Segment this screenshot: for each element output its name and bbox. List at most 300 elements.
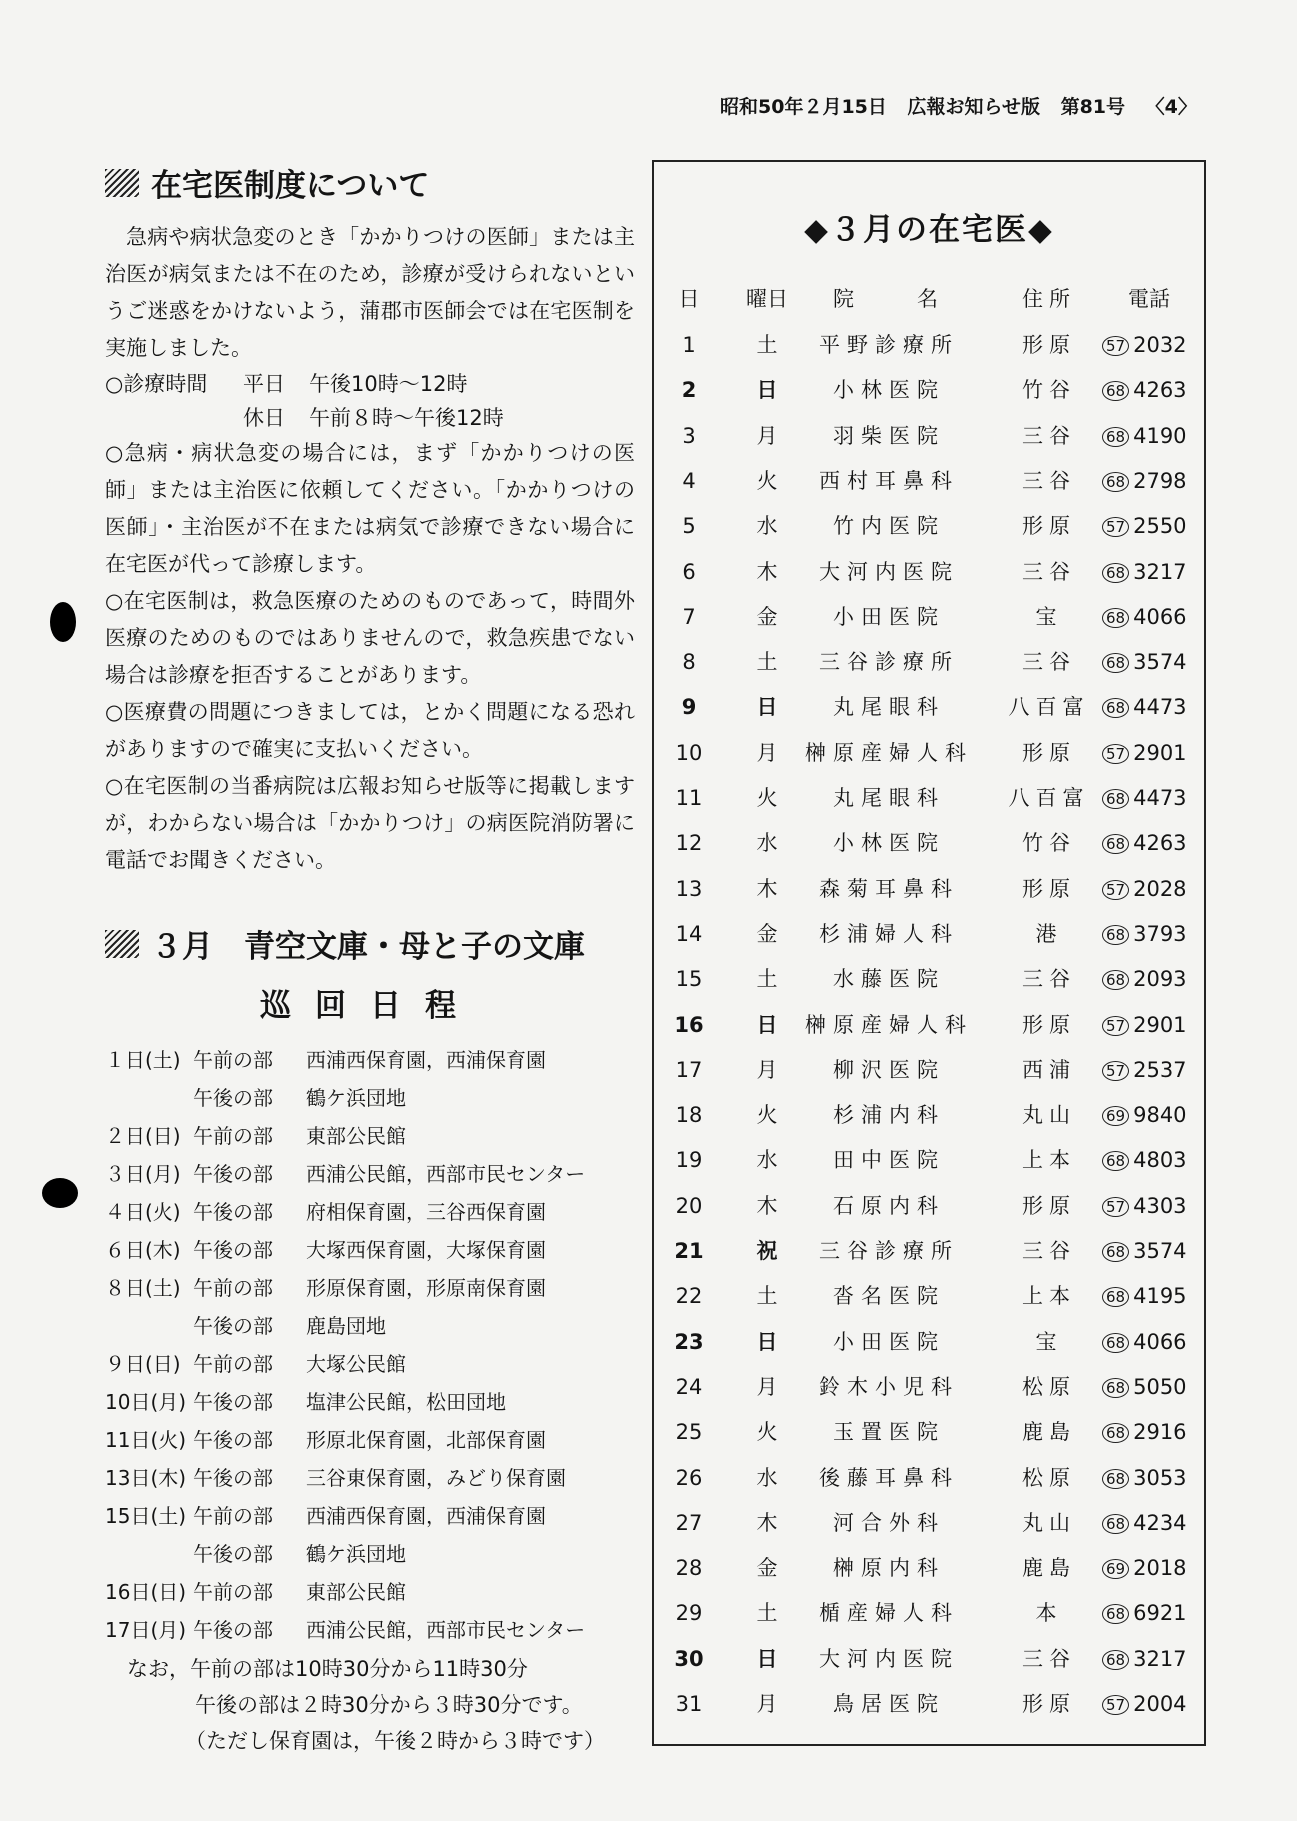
phone-number: 2916 (1133, 1420, 1187, 1445)
table-row (654, 595, 1204, 640)
phone-cell (1102, 1003, 1202, 1048)
schedule-row (105, 1611, 635, 1649)
clinic-name-cell: 小田医院 (833, 1329, 945, 1354)
address-cell: 形原 (1022, 1692, 1076, 1716)
hours-time: 午前８時〜午後12時 (309, 406, 504, 430)
weekday-cell: 水 (756, 1465, 778, 1490)
table-row (654, 912, 1204, 957)
area-code: 57 (1102, 1695, 1129, 1715)
phone-cell (1102, 1048, 1202, 1093)
phone-number: 2901 (1133, 1012, 1187, 1037)
phone-number: 2018 (1133, 1556, 1187, 1581)
schedule-part: 午後の部 (193, 1238, 273, 1262)
address-cell: 形原 (1022, 740, 1076, 765)
table-row (654, 1003, 1204, 1048)
area-code: 68 (1102, 925, 1129, 945)
phone-cell (1102, 731, 1202, 776)
weekday-cell: 水 (756, 514, 778, 539)
area-code: 68 (1102, 653, 1129, 673)
note-line: （ただし保育園は，午後２時から３時です） (185, 1729, 605, 1753)
phone-number: 5050 (1133, 1374, 1187, 1399)
section1-intro: 急病や病状急変のとき「かかりつけの医師」または主治医が病気または不在のため，診療が受けられないというご迷惑をかけないよう，蒲郡市医師会では在宅医制を実施しました。 (105, 225, 635, 360)
on-call-title: ◆３月の在宅医◆ (804, 212, 1054, 248)
day-cell: 12 (675, 831, 703, 856)
clinic-name-cell: 鳥居医院 (833, 1692, 945, 1716)
section1-heading (105, 160, 635, 205)
day-cell: 23 (674, 1329, 704, 1354)
phone-cell (1102, 1410, 1202, 1455)
weekday-cell: 月 (756, 740, 778, 765)
weekday-cell: 土 (756, 650, 778, 675)
weekday-cell: 月 (756, 1374, 778, 1399)
schedule-date: 17日(月) (105, 1618, 187, 1642)
address-cell: 竹谷 (1022, 378, 1076, 403)
day-cell: 5 (682, 514, 696, 539)
table-row (654, 550, 1204, 595)
schedule-date: ８日(土) (105, 1276, 181, 1300)
schedule-date (105, 1079, 193, 1117)
clinic-name-cell: 西村耳鼻科 (819, 468, 959, 493)
clinic-name-cell: 榊原産婦人科 (805, 1012, 973, 1037)
address-cell: 丸山 (1022, 1510, 1076, 1535)
weekday-cell: 火 (756, 786, 778, 810)
day-cell: 2 (681, 378, 697, 403)
schedule-location: 鶴ケ浜団地 (306, 1542, 406, 1566)
day-cell: 27 (675, 1510, 703, 1535)
area-code: 68 (1102, 698, 1129, 718)
phone-cell (1102, 957, 1202, 1002)
area-code: 68 (1102, 381, 1129, 401)
hatch-bullet-icon (105, 169, 139, 197)
weekday-cell: 日 (756, 1012, 778, 1037)
phone-cell (1102, 867, 1202, 912)
address-cell: 三谷 (1022, 967, 1076, 992)
schedule-location: 府相保育園，三谷西保育園 (306, 1200, 546, 1224)
section2-heading (105, 921, 635, 966)
area-code: 69 (1102, 1106, 1129, 1126)
address-cell: 鹿島 (1022, 1420, 1076, 1445)
day-cell: 7 (682, 604, 696, 629)
address-cell: 形原 (1022, 876, 1076, 901)
weekday-cell: 月 (756, 1692, 778, 1716)
area-code: 57 (1102, 1016, 1129, 1036)
day-cell: 21 (674, 1239, 704, 1263)
phone-cell (1102, 1093, 1202, 1138)
phone-number: 2004 (1133, 1692, 1187, 1716)
phone-cell (1102, 685, 1202, 730)
hours-type: 平日 (243, 372, 285, 396)
ink-blot (42, 1178, 78, 1208)
phone-cell (1102, 1138, 1202, 1183)
schedule-row (105, 1041, 635, 1079)
address-cell: 三谷 (1022, 650, 1076, 675)
table-row (654, 1546, 1204, 1591)
area-code: 57 (1102, 744, 1129, 764)
area-code: 68 (1102, 1423, 1129, 1443)
phone-cell (1102, 368, 1202, 413)
phone-number: 3217 (1133, 1646, 1187, 1671)
hours-time: 午後10時〜12時 (309, 372, 468, 396)
phone-number: 4803 (1133, 1148, 1187, 1173)
address-cell: 上本 (1022, 1284, 1076, 1309)
schedule-row (105, 1383, 635, 1421)
day-cell: 6 (682, 559, 696, 584)
schedule-row (105, 1231, 635, 1269)
schedule-date: 11日(火) (105, 1428, 187, 1452)
phone-number: 2028 (1133, 876, 1187, 901)
clinic-name-cell: 森菊耳鼻科 (819, 876, 959, 901)
column-header: 日 (678, 287, 700, 311)
weekday-cell: 水 (756, 831, 778, 856)
weekday-cell: 日 (756, 695, 778, 720)
schedule-date (105, 1307, 193, 1345)
phone-cell (1102, 504, 1202, 549)
area-code: 68 (1102, 608, 1129, 628)
weekday-cell: 金 (756, 921, 778, 946)
phone-number: 4234 (1133, 1510, 1187, 1535)
phone-number: 4195 (1133, 1284, 1187, 1309)
area-code: 68 (1102, 427, 1129, 447)
phone-cell (1102, 776, 1202, 821)
clinic-name-cell: 杉浦婦人科 (819, 921, 959, 946)
area-code: 57 (1102, 880, 1129, 900)
schedule-location: 鹿島団地 (306, 1314, 386, 1338)
phone-number: 6921 (1133, 1601, 1187, 1626)
table-row (654, 1456, 1204, 1501)
issue-date: 昭和50年２月15日 (720, 96, 887, 118)
table-row (654, 1682, 1204, 1727)
area-code: 68 (1102, 1514, 1129, 1534)
table-row (654, 640, 1204, 685)
issue-number: 第81号 (1060, 96, 1126, 118)
day-cell: 25 (675, 1420, 703, 1445)
phone-number: 2032 (1133, 333, 1187, 357)
weekday-cell: 火 (756, 1103, 778, 1128)
schedule-row (105, 1193, 635, 1231)
day-cell: 1 (682, 333, 696, 357)
schedule-date (105, 1535, 193, 1573)
table-row (654, 1138, 1204, 1183)
phone-cell (1102, 1229, 1202, 1274)
section2 (105, 921, 635, 1759)
schedule-row (105, 1573, 635, 1611)
schedule-row (105, 1307, 635, 1345)
clinic-name-cell: 羽柴医院 (833, 423, 945, 448)
weekday-cell: 土 (756, 967, 778, 992)
address-cell: 港 (1035, 921, 1063, 946)
schedule-location: 西浦西保育園，西浦保育園 (306, 1504, 546, 1528)
phone-number: 4190 (1133, 423, 1187, 448)
section1-item: ○急病・病状急変の場合には，まず「かかりつけの医師」または主治医に依頼してください。「かかりつけの医師」・主治医が不在または病気で診療できない場合に在宅医が代って診療します。 (105, 441, 635, 576)
area-code: 57 (1102, 1197, 1129, 1217)
schedule-row (105, 1269, 635, 1307)
address-cell: 松原 (1022, 1374, 1076, 1399)
table-header (654, 283, 1204, 323)
hatch-bullet-icon (105, 930, 139, 958)
schedule-row (105, 1421, 635, 1459)
schedule-location: 大塚公民館 (306, 1352, 406, 1376)
address-cell: 八百富 (1008, 786, 1090, 810)
schedule-location: 形原保育園，形原南保育園 (306, 1276, 546, 1300)
left-column (105, 160, 635, 1759)
schedule-row (105, 1535, 635, 1573)
clinic-name-cell: 平野診療所 (819, 333, 959, 357)
area-code: 68 (1102, 789, 1129, 809)
schedule-date: 16日(日) (105, 1580, 187, 1604)
clinic-name-cell: 三谷診療所 (819, 650, 959, 675)
phone-cell (1102, 595, 1202, 640)
weekday-cell: 金 (756, 1556, 778, 1581)
schedule-location: 東部公民館 (306, 1580, 406, 1604)
schedule-date: ４日(火) (105, 1200, 181, 1224)
schedule-part: 午前の部 (193, 1580, 273, 1604)
day-cell: 11 (675, 786, 703, 810)
clinic-name-cell: 柳沢医院 (833, 1057, 945, 1082)
address-cell: 三谷 (1022, 1239, 1076, 1263)
schedule-part: 午後の部 (193, 1314, 273, 1338)
phone-cell (1102, 1637, 1202, 1682)
table-row (654, 957, 1204, 1002)
weekday-cell: 木 (756, 559, 778, 584)
clinic-name-cell: 三谷診療所 (819, 1239, 959, 1263)
day-cell: 28 (675, 1556, 703, 1581)
schedule-row (105, 1345, 635, 1383)
weekday-cell: 土 (756, 333, 778, 357)
address-cell: 竹谷 (1022, 831, 1076, 856)
schedule-part: 午前の部 (193, 1048, 273, 1072)
phone-cell (1102, 912, 1202, 957)
table-row (654, 323, 1204, 368)
phone-cell (1102, 1365, 1202, 1410)
day-cell: 20 (675, 1193, 703, 1218)
area-code: 69 (1102, 1559, 1129, 1579)
schedule-part: 午前の部 (193, 1504, 273, 1528)
address-cell: 八百富 (1008, 695, 1090, 720)
phone-cell (1102, 1591, 1202, 1636)
phone-cell (1102, 1682, 1202, 1727)
tour-schedule (105, 1041, 635, 1649)
day-cell: 29 (675, 1601, 703, 1626)
address-cell: 上本 (1022, 1148, 1076, 1173)
schedule-location: 形原北保育園，北部保育園 (306, 1428, 546, 1452)
weekday-cell: 火 (756, 1420, 778, 1445)
schedule-date: ９日(日) (105, 1352, 181, 1376)
schedule-part: 午後の部 (193, 1086, 273, 1110)
phone-number: 4303 (1133, 1193, 1187, 1218)
table-row (654, 821, 1204, 866)
day-cell: 16 (674, 1012, 704, 1037)
schedule-part: 午後の部 (193, 1200, 273, 1224)
column-header: 曜日 (746, 287, 788, 311)
section1-item: ○医療費の問題につきましては，とかく問題になる恐れがありますので確実に支払いください。 (105, 700, 635, 761)
table-row (654, 504, 1204, 549)
consultation-hours (105, 367, 635, 435)
address-cell: 西浦 (1022, 1057, 1076, 1082)
phone-cell (1102, 459, 1202, 504)
table-row (654, 1591, 1204, 1636)
schedule-part: 午後の部 (193, 1618, 273, 1642)
schedule-date: １日(土) (105, 1048, 181, 1072)
clinic-name-cell: 杉浦内科 (833, 1103, 945, 1128)
weekday-cell: 金 (756, 604, 778, 629)
schedule-date: ２日(日) (105, 1124, 181, 1148)
clinic-name-cell: 鈴木小児科 (819, 1374, 959, 1399)
column-header: 住所 (1022, 287, 1076, 311)
area-code: 57 (1102, 336, 1129, 356)
schedule-date: 13日(木) (105, 1466, 187, 1490)
clinic-name-cell: 水藤医院 (833, 967, 945, 992)
table-row (654, 414, 1204, 459)
table-row (654, 731, 1204, 776)
area-code: 68 (1102, 834, 1129, 854)
table-row (654, 776, 1204, 821)
area-code: 68 (1102, 1650, 1129, 1670)
area-code: 68 (1102, 1378, 1129, 1398)
hours-row (105, 367, 635, 401)
schedule-location: 大塚西保育園，大塚保育園 (306, 1238, 546, 1262)
address-cell: 本 (1035, 1601, 1063, 1626)
address-cell: 宝 (1035, 604, 1063, 629)
clinic-name-cell: 石原内科 (833, 1193, 945, 1218)
note-line: 午後の部は２時30分から３時30分です。 (195, 1693, 583, 1717)
day-cell: 22 (675, 1284, 703, 1309)
phone-number: 4066 (1133, 1329, 1187, 1354)
clinic-name-cell: 小田医院 (833, 604, 945, 629)
hours-row (105, 401, 635, 435)
phone-cell (1102, 1320, 1202, 1365)
page-number: 〈4〉 (1145, 96, 1197, 118)
schedule-part: 午後の部 (193, 1542, 273, 1566)
phone-cell (1102, 1184, 1202, 1229)
clinic-name-cell: 田中医院 (833, 1148, 945, 1173)
schedule-part: 午後の部 (193, 1466, 273, 1490)
schedule-date: ６日(木) (105, 1238, 181, 1262)
phone-number: 2550 (1133, 514, 1187, 539)
phone-number: 2093 (1133, 967, 1187, 992)
phone-cell (1102, 323, 1202, 368)
weekday-cell: 日 (756, 1646, 778, 1671)
table-row (654, 1637, 1204, 1682)
schedule-location: 鶴ケ浜団地 (306, 1086, 406, 1110)
table-row (654, 1410, 1204, 1455)
phone-cell (1102, 414, 1202, 459)
phone-number: 4066 (1133, 604, 1187, 629)
clinic-name-cell: 大河内医院 (819, 559, 959, 584)
table-row (654, 685, 1204, 730)
address-cell: 三谷 (1022, 559, 1076, 584)
phone-number: 2537 (1133, 1057, 1187, 1082)
phone-number: 3574 (1133, 650, 1187, 675)
address-cell: 三谷 (1022, 1646, 1076, 1671)
weekday-cell: 月 (756, 423, 778, 448)
weekday-cell: 日 (756, 1329, 778, 1354)
note-line: なお，午前の部は10時30分から11時30分 (127, 1657, 528, 1681)
phone-cell (1102, 1456, 1202, 1501)
weekday-cell: 祝 (756, 1239, 778, 1263)
table-row (654, 1093, 1204, 1138)
clinic-name-cell: 大河内医院 (819, 1646, 959, 1671)
section1-item: ○在宅医制は，救急医療のためのものであって，時間外医療のためのものではありませんので，救急疾患でない場合は診療を拒否することがあります。 (105, 589, 635, 687)
area-code: 57 (1102, 1061, 1129, 1081)
schedule-part: 午後の部 (193, 1162, 273, 1186)
weekday-cell: 土 (756, 1601, 778, 1626)
clinic-name-cell: 小林医院 (833, 831, 945, 856)
weekday-cell: 木 (756, 876, 778, 901)
area-code: 68 (1102, 472, 1129, 492)
schedule-location: 西浦公民館，西部市民センター (306, 1618, 586, 1642)
schedule-location: 東部公民館 (306, 1124, 406, 1148)
clinic-name-cell: 榊原内科 (833, 1556, 945, 1581)
area-code: 68 (1102, 563, 1129, 583)
table-row (654, 368, 1204, 413)
clinic-name-cell: 丸尾眼科 (833, 695, 945, 720)
schedule-row (105, 1459, 635, 1497)
on-call-doctor-box (652, 160, 1206, 1746)
address-cell: 鹿島 (1022, 1556, 1076, 1581)
schedule-part: 午前の部 (193, 1276, 273, 1300)
schedule-location: 塩津公民館，松田団地 (306, 1390, 506, 1414)
area-code: 68 (1102, 1469, 1129, 1489)
phone-number: 4473 (1133, 695, 1187, 720)
day-cell: 14 (675, 921, 703, 946)
weekday-cell: 木 (756, 1193, 778, 1218)
clinic-name-cell: 玉置医院 (833, 1420, 945, 1445)
schedule-row (105, 1079, 635, 1117)
schedule-row (105, 1155, 635, 1193)
clinic-name-cell: 竹内医院 (833, 514, 945, 539)
area-code: 68 (1102, 1333, 1129, 1353)
table-row (654, 1501, 1204, 1546)
schedule-note (105, 1651, 635, 1759)
day-cell: 17 (675, 1057, 703, 1082)
schedule-location: 西浦公民館，西部市民センター (306, 1162, 586, 1186)
address-cell: 形原 (1022, 514, 1076, 539)
address-cell: 松原 (1022, 1465, 1076, 1490)
phone-cell (1102, 1501, 1202, 1546)
area-code: 57 (1102, 517, 1129, 537)
table-row (654, 1048, 1204, 1093)
phone-number: 3217 (1133, 559, 1187, 584)
phone-number: 4473 (1133, 786, 1187, 810)
phone-number: 4263 (1133, 378, 1187, 403)
page-header (720, 92, 1200, 119)
weekday-cell: 月 (756, 1057, 778, 1082)
address-cell: 宝 (1035, 1329, 1063, 1354)
day-cell: 8 (682, 650, 696, 675)
day-cell: 26 (675, 1465, 703, 1490)
day-cell: 9 (681, 695, 697, 720)
publication-name: 広報お知らせ版 (907, 96, 1040, 118)
address-cell: 丸山 (1022, 1103, 1076, 1128)
phone-number: 4263 (1133, 831, 1187, 856)
weekday-cell: 土 (756, 1284, 778, 1309)
address-cell: 三谷 (1022, 423, 1076, 448)
schedule-row (105, 1497, 635, 1535)
address-cell: 形原 (1022, 333, 1076, 357)
area-code: 68 (1102, 1287, 1129, 1307)
section2-subtitle: 巡回日程 (260, 988, 480, 1024)
day-cell: 18 (675, 1103, 703, 1128)
section1-title: 在宅医制度について (151, 168, 430, 204)
schedule-part: 午後の部 (193, 1428, 273, 1452)
table-row (654, 867, 1204, 912)
table-row (654, 1274, 1204, 1319)
hours-type: 休日 (243, 406, 285, 430)
phone-number: 2798 (1133, 468, 1187, 493)
phone-cell (1102, 821, 1202, 866)
area-code: 68 (1102, 1604, 1129, 1624)
area-code: 68 (1102, 1242, 1129, 1262)
